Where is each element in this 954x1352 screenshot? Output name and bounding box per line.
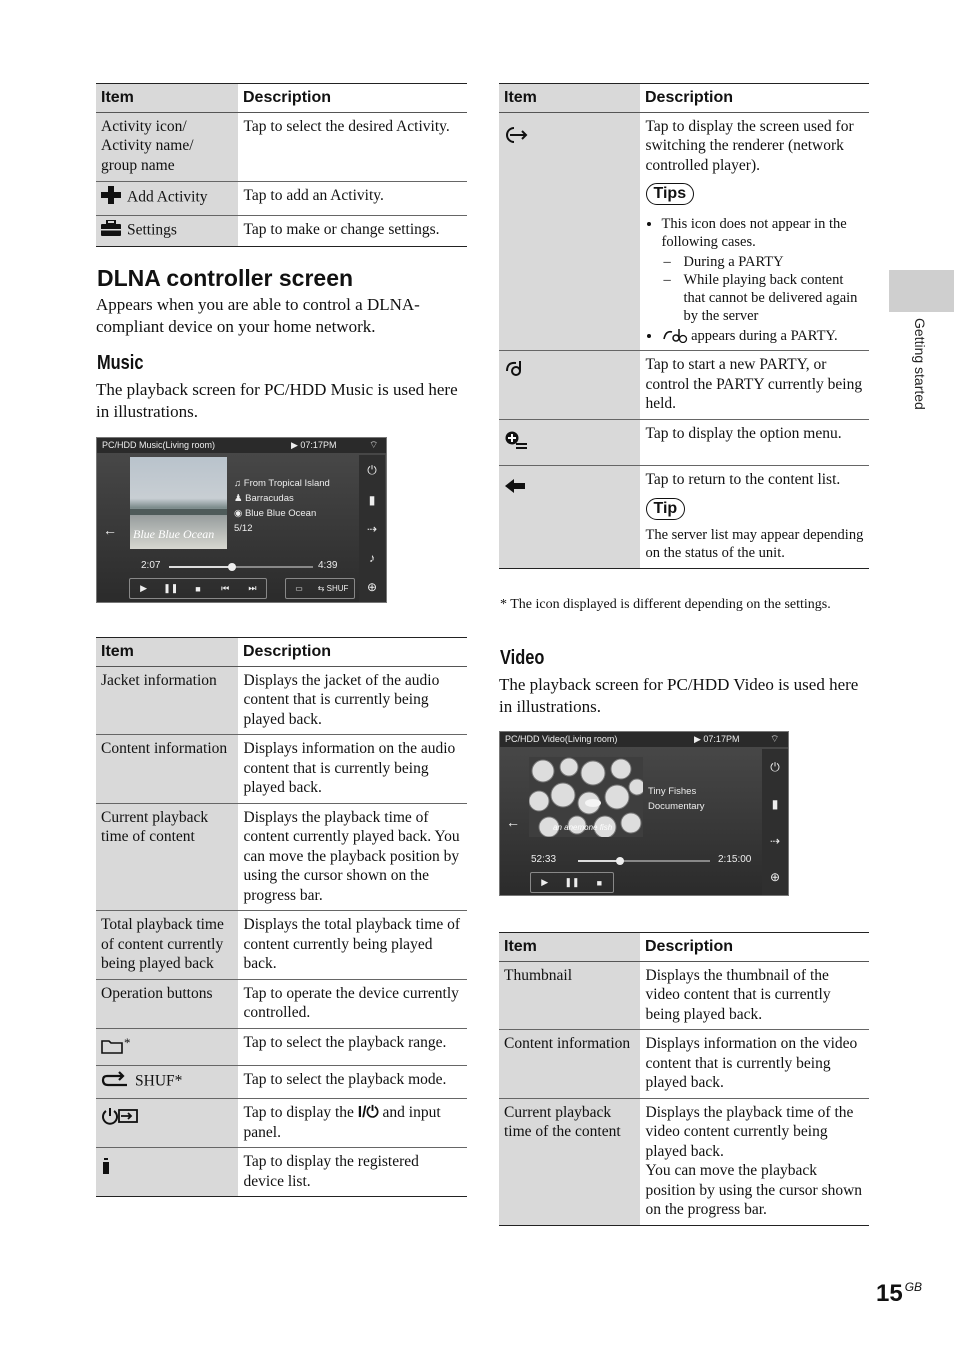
table-row: [96, 911, 467, 980]
music-playback-screen: [96, 437, 387, 603]
column-header: Description: [640, 933, 869, 962]
tips-list: [646, 215, 865, 345]
table-row: [499, 419, 869, 466]
wifi-icon: ⌔: [369, 440, 379, 451]
toolbox-icon: [101, 220, 121, 242]
table-row: [499, 466, 869, 569]
description-cell: Tap to display the registered device list.: [238, 1148, 467, 1197]
dash-item: – While playing back content that cannot be delivered again by the server: [684, 271, 865, 325]
pause-icon[interactable]: ❚❚: [163, 583, 179, 593]
description-text: Tap to display the screen used for switching the renderer (network controlled player).: [645, 117, 854, 174]
back-arrow-icon[interactable]: ←: [103, 522, 117, 538]
video-genre: Documentary: [648, 801, 705, 812]
description-cell: [238, 1099, 467, 1148]
footnote-mark: *: [124, 1034, 131, 1050]
jacket-image: [130, 457, 227, 549]
column-header: Item: [96, 84, 238, 113]
table-row: [96, 666, 467, 735]
column-header: Item: [96, 638, 238, 667]
description-cell: Tap to select the desired Activity.: [238, 112, 467, 182]
repeat-icon: [101, 1070, 129, 1094]
screen-title: PC/HDD Music(Living room): [102, 440, 216, 450]
description-text: You can move the playback position by using the cursor shown on the progress bar.: [645, 1162, 863, 1218]
description-cell: [640, 1098, 869, 1225]
track-artist: Barracudas: [245, 493, 294, 504]
activity-table: [96, 83, 467, 247]
item-cell: [96, 1099, 238, 1148]
music-items-table: [96, 637, 467, 1197]
total-time: 4:39: [318, 560, 338, 571]
back-arrow-icon: [504, 478, 526, 500]
music-text: The playback screen for PC/HDD Music is used here in illustrations.: [96, 380, 458, 421]
plus-icon: [101, 186, 121, 210]
power-input-icon: [101, 1107, 139, 1131]
table-row: [499, 1030, 869, 1099]
operation-buttons: [530, 872, 614, 893]
operation-buttons: [129, 578, 267, 599]
video-items-table: [499, 932, 869, 1226]
description-cell: Tap to start a new PARTY, or control the PARTY currently being held.: [640, 351, 869, 420]
item-cell: [499, 419, 640, 466]
description-cell: Displays information on the audio content that is currently being played back.: [238, 735, 467, 804]
description-cell: Displays the total playback time of content currently being played back.: [238, 911, 467, 980]
renderer-icon: [504, 125, 530, 151]
elapsed-time: 52:33: [531, 854, 557, 865]
item-cell: Thumbnail: [499, 961, 640, 1030]
table-row: [96, 1028, 467, 1065]
content-info: [648, 784, 705, 814]
previous-icon[interactable]: ⏮: [221, 583, 230, 593]
tip-text: appears during a PARTY.: [691, 328, 838, 344]
progress-bar[interactable]: [169, 566, 313, 568]
power-symbol: I/⏻: [357, 1104, 379, 1122]
album-caption: Blue Blue Ocean: [133, 527, 215, 541]
item-cell: [96, 215, 238, 247]
remote-icon[interactable]: ▮: [368, 492, 376, 507]
table-row: [96, 182, 467, 216]
description-cell: Tap to display the option menu.: [640, 419, 869, 466]
folder-icon[interactable]: ▭: [295, 584, 303, 593]
footnote: * The icon displayed is different depending on the settings.: [500, 597, 831, 612]
item-cell: [499, 112, 640, 351]
pause-icon[interactable]: ❚❚: [564, 877, 580, 887]
play-icon[interactable]: ▶: [541, 877, 549, 887]
power-input-icon[interactable]: ⏻: [367, 462, 377, 477]
page-number-value: 15: [876, 1280, 903, 1307]
stop-icon[interactable]: ■: [195, 583, 201, 594]
music-heading: Music: [97, 352, 144, 374]
party-icon: [504, 359, 526, 383]
dash-list: [662, 253, 865, 325]
stop-icon[interactable]: ■: [596, 877, 603, 888]
column-header: Description: [238, 84, 467, 113]
page-number: [876, 1280, 922, 1308]
wifi-icon: ⌔: [770, 734, 780, 745]
video-playback-screen: [499, 731, 789, 896]
tip-item: [662, 215, 865, 325]
tip-badge: Tip: [646, 498, 686, 520]
progress-cursor[interactable]: [228, 563, 236, 571]
table-row: [96, 112, 467, 182]
column-header: Item: [499, 84, 640, 113]
elapsed-time: 2:07: [141, 560, 161, 571]
table-header-row: [499, 84, 869, 113]
power-input-icon[interactable]: ⏻: [770, 760, 780, 775]
table-row: [96, 735, 467, 804]
table-row: [96, 1148, 467, 1197]
description-text: Displays the playback time of the video content currently being played back.: [645, 1103, 854, 1160]
table-row: [96, 1065, 467, 1099]
screen-time: ▶ 07:17PM: [291, 440, 337, 450]
item-cell: [96, 1028, 238, 1065]
description-cell: Tap to make or change settings.: [238, 215, 467, 247]
section-tab: [889, 270, 954, 312]
description-cell: Tap to operate the device currently controlled.: [238, 979, 467, 1028]
thumbnail-caption: an anemone fish: [553, 823, 613, 832]
table-row: [499, 112, 869, 351]
folder-icon: [101, 1038, 123, 1060]
table-header-row: [499, 933, 869, 962]
clock-text: 07:17PM: [703, 734, 740, 744]
track-album: Blue Blue Ocean: [244, 508, 317, 519]
option-menu-icon[interactable]: ⊕: [366, 580, 378, 595]
icons-table: [499, 83, 869, 569]
progress-bar[interactable]: [578, 860, 710, 862]
item-label: SHUF*: [135, 1072, 183, 1090]
item-cell: Activity icon/ Activity name/ group name: [96, 112, 238, 182]
video-text: The playback screen for PC/HDD Video is used here in illustrations.: [499, 675, 859, 716]
item-label: Settings: [127, 220, 177, 238]
item-cell: [96, 182, 238, 216]
screen-title: PC/HDD Video(Living room): [505, 734, 618, 744]
item-cell: Operation buttons: [96, 979, 238, 1028]
shuffle-label: SHUF: [326, 584, 349, 593]
column-header: Item: [499, 933, 640, 962]
video-heading: Video: [500, 647, 545, 669]
renderer-icon[interactable]: ⇢: [769, 833, 781, 848]
play-icon[interactable]: ▶: [140, 583, 148, 593]
video-title: Tiny Fishes: [648, 786, 697, 797]
description-cell: Tap to select the playback range.: [238, 1028, 467, 1065]
item-cell: [96, 1065, 238, 1099]
progress-cursor[interactable]: [616, 857, 624, 865]
page-suffix: GB: [904, 1280, 923, 1294]
description-cell: [640, 466, 869, 569]
column-header: Description: [238, 638, 467, 667]
table-header-row: [96, 84, 467, 113]
option-menu-icon[interactable]: ⊕: [769, 869, 781, 884]
table-header-row: [96, 638, 467, 667]
tip-text: The server list may appear depending on the status of the unit.: [645, 526, 864, 561]
item-cell: [96, 1148, 238, 1197]
item-cell: Content information: [96, 735, 238, 804]
description-text: Tap to display the: [243, 1104, 354, 1122]
back-arrow-icon[interactable]: ←: [506, 814, 520, 830]
item-cell: Current playback time of the content: [499, 1098, 640, 1225]
range-mode-buttons: [285, 578, 355, 599]
column-header: Description: [640, 84, 869, 113]
table-row: [96, 215, 467, 247]
table-row: [96, 803, 467, 911]
content-info: ♫ From Tropical Island ♟ Barracudas ◉ Blue Blue Ocean 5/12: [234, 478, 330, 534]
description-cell: Tap to select the playback mode.: [238, 1065, 467, 1099]
dash-item: – During a PARTY: [684, 253, 865, 271]
item-cell: Content information: [499, 1030, 640, 1099]
item-cell: [499, 466, 640, 569]
clock-text: 07:17PM: [300, 440, 337, 450]
remote-icon[interactable]: ▮: [771, 797, 779, 812]
next-icon[interactable]: ⏭: [248, 583, 257, 593]
remote-icon: [101, 1158, 111, 1180]
table-row: [96, 1099, 467, 1148]
total-time: 2:15:00: [718, 854, 752, 865]
description-cell: Displays the playback time of content currently played back. You can move the playback position by using the cursor shown on the progress bar.: [238, 803, 467, 911]
description-cell: Displays information on the video content that is currently being played back.: [640, 1030, 869, 1099]
section-intro: Appears when you are able to control a DLNA-compliant device on your home network.: [96, 295, 420, 336]
item-label: Add Activity: [127, 188, 208, 206]
tip-text: This icon does not appear in the following cases.: [661, 216, 847, 250]
renderer-icon[interactable]: ⇢: [366, 521, 378, 536]
section-tab-label: Getting started: [912, 318, 928, 410]
party-note-icon: [662, 328, 692, 344]
party-icon[interactable]: ♪: [369, 551, 375, 566]
item-cell: Current playback time of content: [96, 803, 238, 911]
description-cell: Tap to add an Activity.: [238, 182, 467, 216]
table-row: [499, 351, 869, 420]
section-title: DLNA controller screen: [97, 265, 354, 291]
description-text: and input panel.: [243, 1104, 441, 1141]
right-icon-bar: [359, 455, 385, 602]
video-thumbnail: [529, 757, 643, 837]
table-row: [499, 1098, 869, 1225]
description-cell: [640, 112, 869, 351]
shuffle-button[interactable]: ⇆ SHUF: [317, 584, 349, 593]
option-menu-icon: [504, 430, 528, 456]
tips-badge: Tips: [646, 183, 695, 205]
track-number: 5/12: [234, 523, 253, 534]
description-cell: Displays the thumbnail of the video content that is currently being played back.: [640, 961, 869, 1030]
table-row: [499, 961, 869, 1030]
tip-item: [662, 327, 865, 345]
description-text: Tap to return to the content list.: [645, 471, 841, 488]
item-cell: Jacket information: [96, 666, 238, 735]
table-row: [96, 979, 467, 1028]
track-title: From Tropical Island: [243, 478, 330, 489]
item-cell: [499, 351, 640, 420]
screen-time: ▶ 07:17PM: [694, 734, 740, 744]
description-cell: Displays the jacket of the audio content that is currently being played back.: [238, 666, 467, 735]
item-cell: Total playback time of content currently being played back: [96, 911, 238, 980]
right-icon-bar: [762, 749, 788, 895]
